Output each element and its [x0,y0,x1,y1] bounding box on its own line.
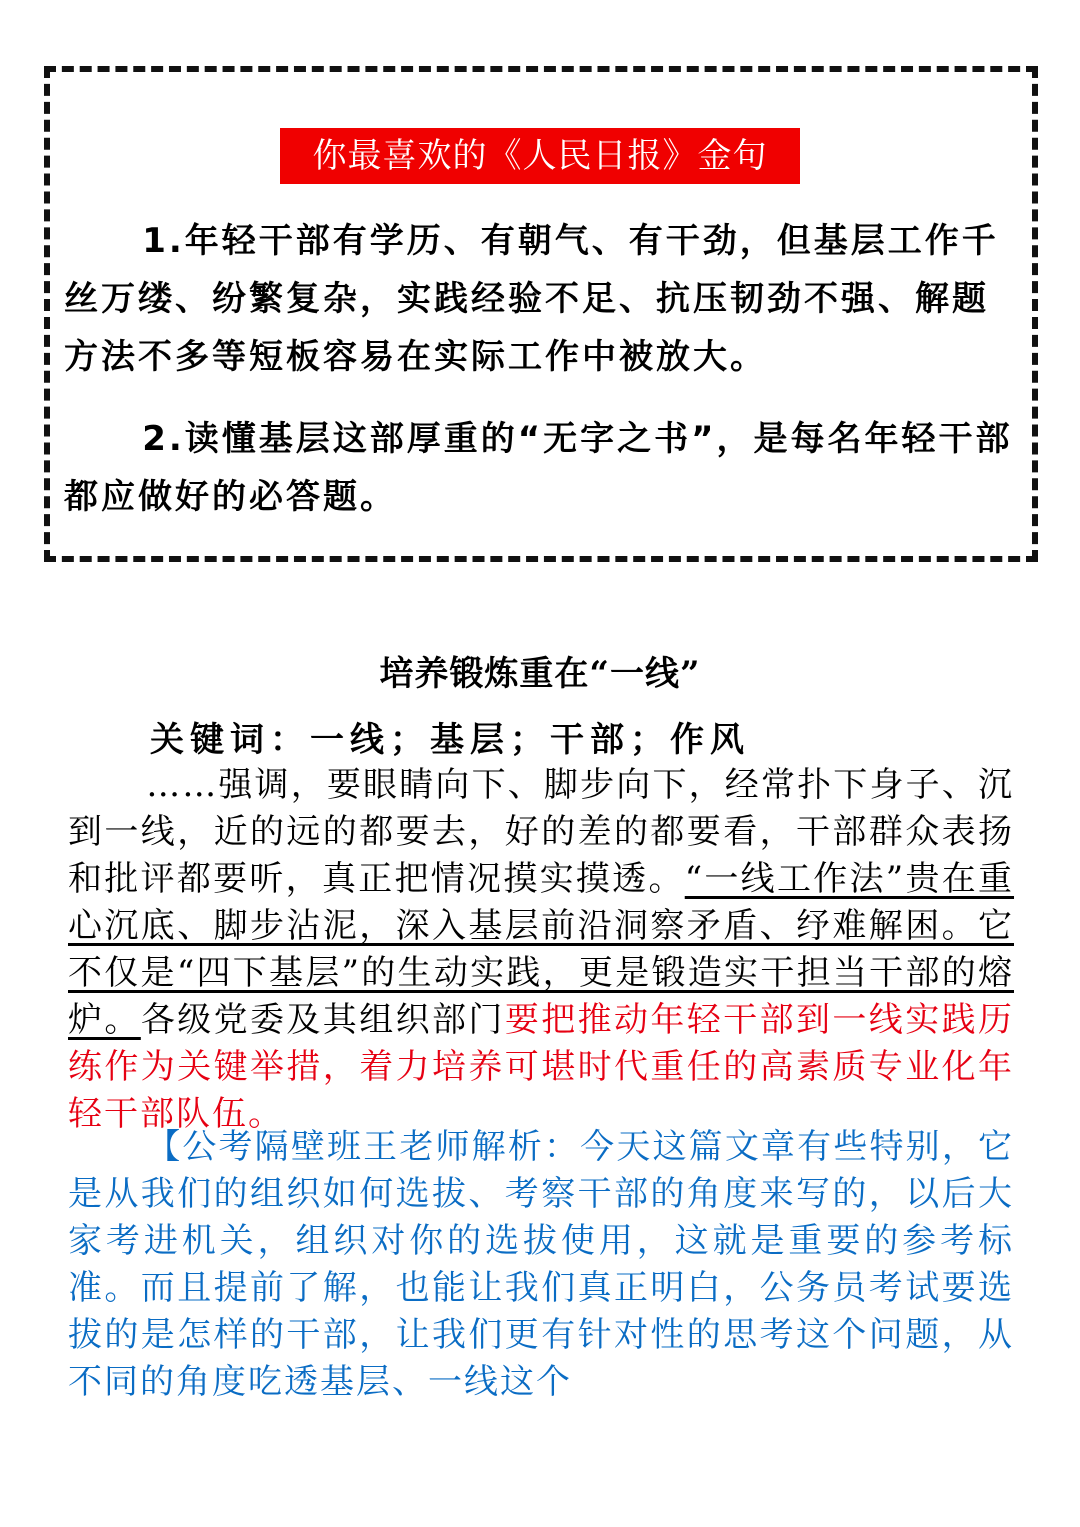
body-red-highlight: 要把推动年轻干部到一线实践历练作为关键举措，着力培养可堪时代重任的高素质专业化年轻干部队伍。 [68,1000,1015,1134]
article-body [68,762,1014,1138]
quote-box-title: 你最喜欢的《人民日报》金句 [280,128,800,184]
body-tail-text: 各级党委及其组织部门 [140,1000,505,1040]
teacher-analysis: 【公考隔壁班王老师解析：今天这篇文章有些特别，它是从我们的组织如何选拔、考察干部的角度来写的，以后大家考进机关，组织对你的选拔使用，这就是重要的参考标准。而且提前了解，也能让我们真正明白，公务员考试要选拔的是怎样的干部，让我们更有针对性的思考这个问题，从不同的角度吃透基层、一线这个 [68,1127,1014,1402]
quote-item-1: 1.年轻干部有学历、有朝气、有干劲，但基层工作千丝万缕、纷繁复杂，实践经验不足、抗压韧劲不强、解题方法不多等短板容易在实际工作中被放大。 [64,221,999,377]
body-underlined-text: “一线工作法”贵在重心沉底、脚步沾泥，深入基层前沿洞察矛盾、纾难解困。它不仅是“四下基层”的生动实践，更是锻造实干担当干部的熔炉。 [68,859,1015,1040]
body-plain-text: ……强调，要眼睛向下、脚步向下，经常扑下身子、沉到一线，近的远的都要去，好的差的都要看，干部群众表扬和批评都要听，真正把情况摸实摸透。 [68,765,1014,899]
article-title: 培养锻炼重在“一线” [379,654,701,694]
quote-item-2: 2.读懂基层这部厚重的“无字之书”，是每名年轻干部都应做好的必答题。 [64,419,1013,517]
article-keywords: 关键词：一线；基层；干部；作风 [150,720,750,760]
